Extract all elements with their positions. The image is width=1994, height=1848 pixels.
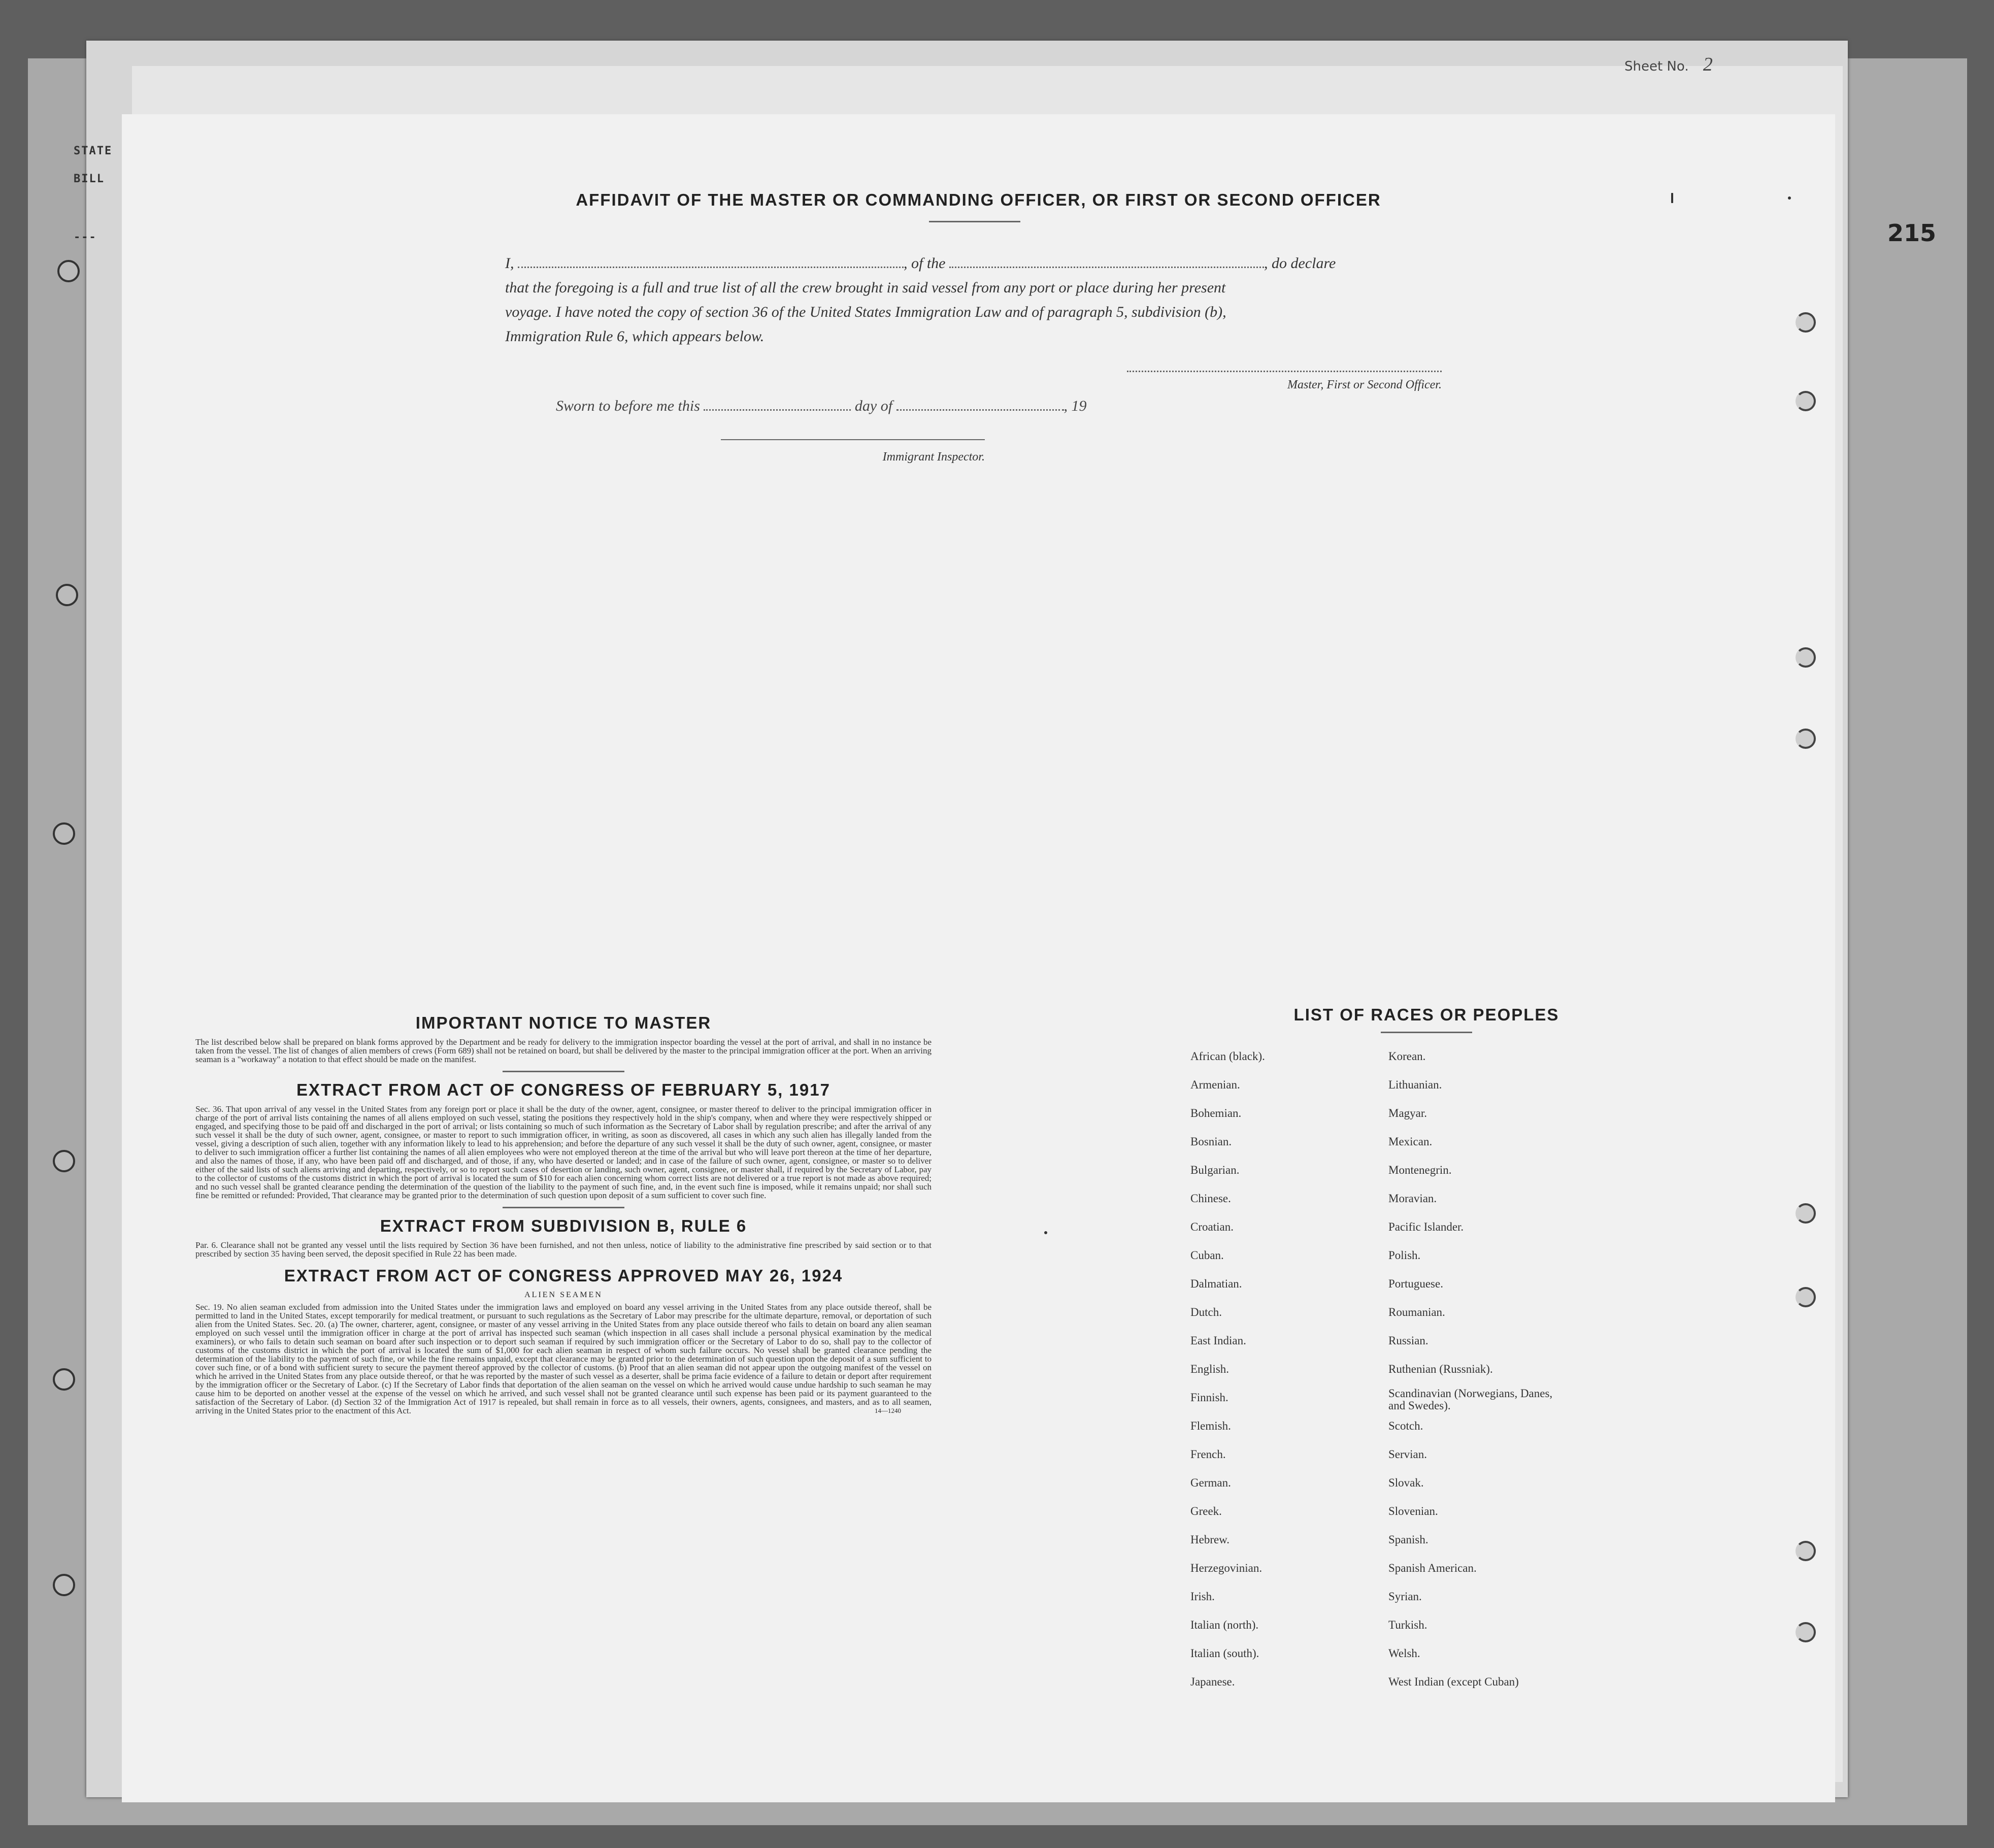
race-item: Japanese. [1190,1675,1235,1688]
divider [503,1207,624,1208]
race-item: Portuguese. [1388,1277,1443,1290]
binder-hole [1796,1203,1816,1224]
notice-title: IMPORTANT NOTICE TO MASTER [415,1013,712,1032]
race-item: Turkish. [1388,1619,1427,1631]
signature-line[interactable] [1127,371,1442,372]
extract-1924-title: EXTRACT FROM ACT OF CONGRESS APPROVED MAY 26, 1924 [284,1266,843,1285]
manifest-page [122,114,1835,1802]
extract-1924-body: Sec. 19. No alien seaman excluded from admission into the United States under the immigration laws and employed on board any vessel arriving in the United States from any place outside thereof, shall be permitted to land in the United States, except temporarily for medical treatment, or pursuant to such regulations as the Secretary of Labor may prescribe for the ultimate departure, removal, or deportation of such alien from the United States. Sec. 20. (a) The owner, charterer, agent, consignee, or master of any vessel arriving in the United States from any place outside thereof who fails to detain on board any alien seaman employed on such vessel until the immigration officer in charge at the port of arrival has inspected such seaman (which inspection in all cases shall include a personal physical examination by the medical examiners), or who fails to detain such seaman on board after such inspection or to deport such seaman if required by such immigration officer or the Secretary of Labor to do so, shall pay to the collector of customs of the customs district in which the port of arrival is located the sum of $1,000 for each alien seaman in respect of whom such failure occurs. No vessel shall be granted clearance pending the determination of the liability to the payment of such fine, or while the fine remains unpaid, except that clearance may be granted prior to the determination of such question upon the deposit of a sum sufficient to cover such fine, or of a bond with sufficient surety to secure the payment thereof approved by the collector of customs. (b) Proof that an alien seaman did not appear upon the outgoing manifest of the vessel on which he arrived in the United States from any place outside thereof, or that he was reported by the master of such vessel as a deserter, shall be prima facie evidence of a failure to detain or deport after requirement by the immigration officer or the Secretary of Labor. (c) If the Secretary of Labor finds that deportation of the alien seaman on the vessel on which he arrived would cause undue hardship to such seaman he may cause him to be deported on another vessel at the expense of the vessel on which he arrived, and such vessel shall not be granted clearance until such expense has been paid or its payment guaranteed to the satisfaction of the Secretary of Labor. (d) Section 32 of the Immigration Act of 1917 is repealed, but shall remain in force as to all vessels, their owners, agents, consignees, and masters, and as to all seamen, arriving in the United States prior to the enactment of this Act. [195,1302,932,1415]
binder-hole [1796,647,1816,668]
form-number: 14—1240 [875,1407,901,1414]
declaration-text: , do declare [1264,255,1336,272]
extract-1917-body: Sec. 36. That upon arrival of any vessel in the United States from any foreign port or place it shall be the duty of the owner, agent, consignee, or master thereof to deliver to the principal immigration officer in charge of the port of arrival lists containing the names of all aliens employed on such vessel, stating the positions they respectively hold in the ship's company, when and where they were respectively shipped or engaged, and specifying those to be paid off and discharged in the port of arrival; or lists containing so much of such information as the Secretary of Labor shall by regulation prescribe; and after the arrival of any such vessel it shall be the duty of such owner, agent, consignee, or master to report to such immigration officer, in writing, as soon as discovered, all cases in which any such alien has illegally landed from the vessel, giving a description of such alien, together with any information likely to lead to his apprehension; and before the departure of any such vessel it shall be the duty of such owner, agent, consignee, or master to deliver to such immigration officer a further list containing the names of all alien employees who were not employed thereon at the time of the arrival but who will leave port thereon at the time of her departure, and also the names of those, if any, who have been paid off and discharged, and of those, if any, who have deserted or landed; and in case of the failure of such owner, agent, consignee, or master so to deliver either of the said lists of such aliens arriving and departing, respectively, or so to report such cases of desertion or landing, such owner, agent, consignee, or master shall, if required by the Secretary of Labor, pay to the collector of customs of the customs district in which the port of arrival is located the sum of $10 for each alien concerning whom correct lists are not delivered or a true report is not made as above required; and no such vessel shall be granted clearance pending the determination of the question of the liability to the payment of such fine, and, in the event such fine is imposed, while it remains unpaid; nor shall such fine be remitted or refunded: Provided, That clearance may be granted prior to the determination of such question upon deposit of a sum sufficient to cover such fine. [195,1104,932,1200]
ink-speck [1671,193,1673,203]
binder-hole [1796,1622,1816,1642]
race-item: Italian (south). [1190,1647,1259,1660]
race-item: Irish. [1190,1590,1215,1603]
name-field[interactable] [518,253,904,268]
sworn-line [556,396,1087,415]
inspector-signature [721,439,985,464]
race-item: Syrian. [1388,1590,1422,1603]
month-field[interactable] [896,396,1064,411]
ink-speck [1044,1231,1047,1234]
race-item: Mexican. [1388,1135,1433,1148]
race-item: Hebrew. [1190,1533,1230,1546]
stamp-line: --- [74,231,97,244]
sworn-text: , 19 [1064,398,1087,414]
race-item: Spanish American. [1388,1562,1477,1574]
day-field[interactable] [704,396,851,411]
races-right-column [1388,1042,1571,1696]
race-item: Pacific Islander. [1388,1220,1464,1233]
extract-rule6-title: EXTRACT FROM SUBDIVISION B, RULE 6 [380,1216,747,1235]
race-item: Lithuanian. [1388,1078,1442,1091]
race-item: German. [1190,1476,1231,1489]
declaration-text: I, [505,255,514,272]
race-item: Russian. [1388,1334,1428,1347]
race-item: Servian. [1388,1448,1427,1461]
binder-hole [1796,391,1816,411]
binder-hole [1796,312,1816,333]
binder-hole [1796,1541,1816,1561]
race-item: Bulgarian. [1190,1164,1240,1176]
declaration-line: voyage. I have noted the copy of section 36 of the United States Immigration Law and of paragraph 5, subdivision (b), [505,304,1226,320]
race-item: Scandinavian (Norwegians, Danes, and Swedes). [1388,1387,1553,1412]
binder-hole [53,1150,75,1172]
race-item: Armenian. [1190,1078,1240,1091]
binder-hole [53,822,75,845]
binder-hole [1796,729,1816,749]
divider [929,221,1020,222]
binder-hole [53,1368,75,1391]
race-item: East Indian. [1190,1334,1246,1347]
declaration-line: Immigration Rule 6, which appears below. [505,328,765,345]
notice-section [195,1005,932,1415]
race-item: Polish. [1388,1249,1421,1262]
race-item: Chinese. [1190,1192,1231,1205]
declaration-line [505,251,1470,276]
race-item: Finnish. [1190,1391,1228,1404]
sheet-number-label: Sheet No. [1624,59,1689,74]
race-item: Flemish. [1190,1420,1231,1432]
race-item: Bosnian. [1190,1135,1232,1148]
sworn-text: day of [854,398,893,414]
race-item: Ruthenian (Russniak). [1388,1363,1493,1375]
signature-label: Master, First or Second Officer. [1287,378,1442,391]
binder-hole [57,260,80,282]
sheet-number-value: 2 [1703,54,1713,75]
race-item: Dalmatian. [1190,1277,1242,1290]
race-item: Magyar. [1388,1107,1427,1119]
declaration-line: that the foregoing is a full and true list of all the crew brought in said vessel from any port or place during her present [505,279,1226,296]
races-section [1142,1005,1711,1696]
race-item: West Indian (except Cuban) [1388,1675,1519,1688]
sheet-number [1624,53,1713,76]
stamp-line: STATE [74,145,113,157]
races-title: LIST OF RACES OR PEOPLES [1293,1005,1559,1024]
binder-hole [56,584,78,606]
page-number: 215 [1887,219,1937,247]
race-item: Bohemian. [1190,1107,1242,1119]
vessel-field[interactable] [949,253,1264,268]
race-item: Cuban. [1190,1249,1224,1262]
race-item: Dutch. [1190,1306,1222,1318]
signature-line[interactable] [721,439,985,440]
race-item: Spanish. [1388,1533,1428,1546]
race-item: Italian (north). [1190,1619,1259,1631]
declaration-text: , of the [904,255,946,272]
notice-body: The list described below shall be prepared on blank forms approved by the Department and be ready for delivery to the immigration inspector boarding the vessel at the port of arrival, and shall in no instance be taken from the vessel. The list of changes of alien members of crews (Form 689) shall not be retained on board, but shall be delivered by the master to the principal immigration officer at the port. When an arriving seaman is a "workaway" a notation to that effect should be made on the manifest. [195,1037,932,1064]
stamp-line: BILL [74,173,105,185]
race-item: Croatian. [1190,1220,1234,1233]
sworn-text: Sworn to before me this [556,398,700,414]
declaration [505,251,1470,349]
race-item: English. [1190,1363,1229,1375]
race-item: Herzegovinian. [1190,1562,1262,1574]
race-item: Scotch. [1388,1420,1423,1432]
extract-1924-subtitle: ALIEN SEAMEN [524,1291,603,1299]
binder-hole [53,1574,75,1596]
race-item: Montenegrin. [1388,1164,1452,1176]
extract-rule6-body: Par. 6. Clearance shall not be granted any vessel until the lists required by Section 36 have been furnished, and not then unless, notice of liability to the administrative fine prescribed by said section or to that prescribed by section 35 having been served, the deposit specified in Rule 22 has been made. [195,1240,932,1259]
race-item: Korean. [1388,1050,1426,1063]
race-item: African (black). [1190,1050,1265,1063]
divider [1381,1032,1472,1033]
race-item: Slovak. [1388,1476,1424,1489]
race-item: Slovenian. [1388,1505,1438,1517]
race-item: French. [1190,1448,1226,1461]
master-signature [1127,371,1442,392]
races-columns [1142,1042,1711,1696]
races-left-column [1190,1042,1388,1696]
race-item: Moravian. [1388,1192,1437,1205]
affidavit-title: AFFIDAVIT OF THE MASTER OR COMMANDING OFFICER, OR FIRST OR SECOND OFFICER [576,190,1381,209]
extract-1917-title: EXTRACT FROM ACT OF CONGRESS OF FEBRUARY 5, 1917 [296,1080,830,1099]
binder-hole [1796,1287,1816,1307]
inspector-label: Immigrant Inspector. [882,450,985,464]
divider [503,1071,624,1072]
race-item: Greek. [1190,1505,1222,1517]
ink-speck [1788,196,1791,200]
race-item: Roumanian. [1388,1306,1445,1318]
race-item: Welsh. [1388,1647,1420,1660]
